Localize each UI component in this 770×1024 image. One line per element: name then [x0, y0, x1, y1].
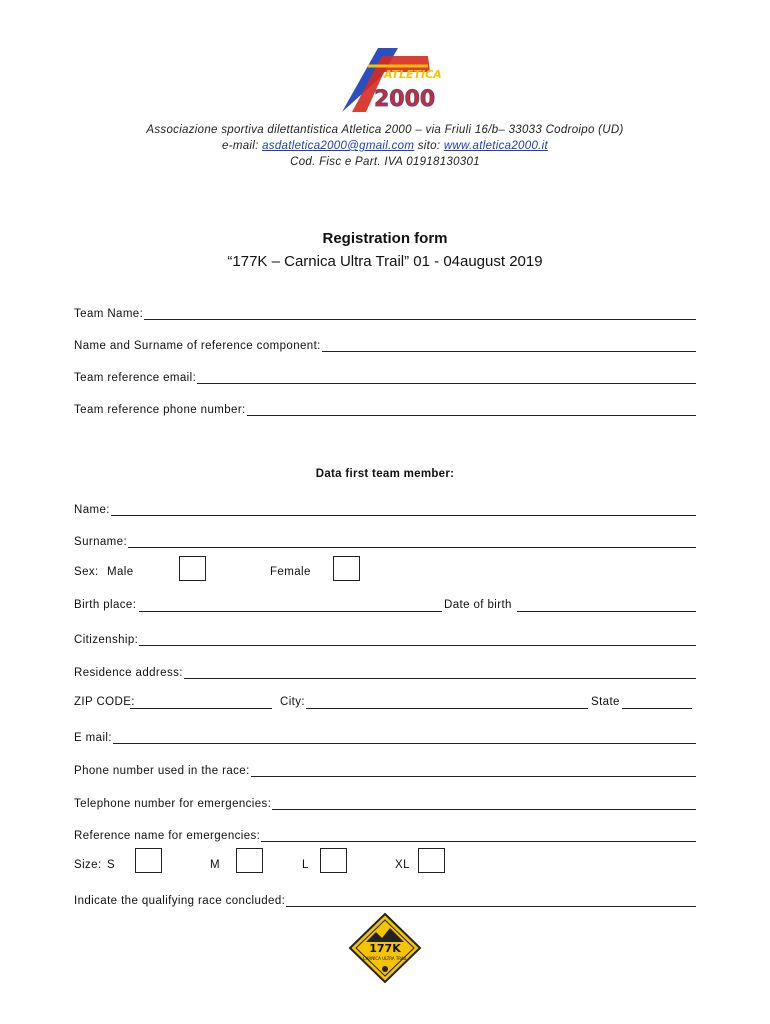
city-line[interactable] — [306, 697, 588, 709]
citizenship-label: Citizenship: — [74, 634, 139, 646]
residence-label: Residence address: — [74, 667, 183, 679]
site-prefix: sito: — [414, 140, 444, 152]
sex-label: Sex: — [74, 566, 99, 578]
member-name-field[interactable] — [74, 500, 696, 516]
header-tax-code: Cod. Fisc e Part. IVA 01918130301 — [290, 156, 480, 168]
reference-email-line[interactable] — [197, 372, 696, 384]
sex-female-checkbox[interactable] — [333, 556, 360, 581]
phone-race-line[interactable] — [251, 765, 696, 777]
phone-emergency-label: Telephone number for emergencies: — [74, 798, 272, 810]
member-name-line[interactable] — [111, 504, 696, 516]
size-m-label: M — [210, 859, 220, 871]
member-email-label: E mail: — [74, 732, 112, 744]
citizenship-field[interactable] — [74, 630, 696, 646]
member-surname-line[interactable] — [128, 536, 696, 548]
size-label: Size: — [74, 859, 102, 871]
size-s-checkbox[interactable] — [135, 848, 162, 873]
reference-email-field[interactable] — [74, 368, 696, 384]
email-prefix: e-mail: — [222, 140, 263, 152]
sex-male-checkbox[interactable] — [179, 556, 206, 581]
phone-emergency-field[interactable] — [74, 794, 696, 810]
member-surname-field[interactable] — [74, 532, 696, 548]
reference-component-field[interactable] — [74, 336, 696, 352]
logo-text-bottom: 2000 — [374, 87, 436, 112]
qualifying-race-label: Indicate the qualifying race concluded: — [74, 895, 286, 907]
header-address: Associazione sportiva dilettantistica Atletica 2000 – via Friuli 16/b– 33033 Codroipo (UD) — [146, 124, 624, 136]
reference-emergency-line[interactable] — [261, 830, 696, 842]
zip-line[interactable] — [130, 697, 272, 709]
size-xl-checkbox[interactable] — [418, 848, 445, 873]
reference-phone-label: Team reference phone number: — [74, 404, 246, 416]
header-contacts — [0, 140, 770, 152]
size-s-label: S — [107, 859, 116, 871]
logo-text-top: ATLETICA — [384, 68, 442, 81]
team-name-field[interactable] — [74, 304, 696, 320]
residence-field[interactable] — [74, 663, 696, 679]
phone-race-field[interactable] — [74, 761, 696, 777]
form-title: Registration form — [322, 230, 448, 247]
177k-badge-logo — [348, 912, 422, 984]
date-of-birth-label: Date of birth — [444, 599, 512, 611]
city-label: City: — [280, 696, 305, 708]
reference-emergency-field[interactable] — [74, 826, 696, 842]
phone-emergency-line[interactable] — [272, 798, 696, 810]
badge-subtitle: CARNICA ULTRA TRAIL — [362, 956, 408, 961]
member-email-field[interactable] — [74, 728, 696, 744]
member-name-label: Name: — [74, 504, 110, 516]
site-link[interactable]: www.atletica2000.it — [443, 140, 548, 152]
reference-emergency-label: Reference name for emergencies: — [74, 830, 261, 842]
team-name-label: Team Name: — [74, 308, 144, 320]
sex-female-label: Female — [270, 566, 311, 578]
date-of-birth-line[interactable] — [517, 600, 696, 612]
sex-male-label: Male — [107, 566, 134, 578]
size-l-label: L — [302, 859, 309, 871]
email-link[interactable]: asdatletica2000@gmail.com — [262, 140, 415, 152]
reference-email-label: Team reference email: — [74, 372, 197, 384]
atletica-2000-logo — [338, 42, 442, 116]
badge-title: 177K — [369, 942, 401, 955]
qualifying-race-line[interactable] — [286, 895, 696, 907]
qualifying-race-field[interactable] — [74, 891, 696, 907]
member-section-title: Data first team member: — [315, 468, 455, 480]
reference-phone-field[interactable] — [74, 400, 696, 416]
reference-component-line[interactable] — [322, 340, 696, 352]
citizenship-line[interactable] — [139, 634, 696, 646]
state-line[interactable] — [622, 697, 692, 709]
reference-component-label: Name and Surname of reference component: — [74, 340, 321, 352]
member-surname-label: Surname: — [74, 536, 128, 548]
size-m-checkbox[interactable] — [236, 848, 263, 873]
state-label: State — [591, 696, 620, 708]
phone-race-label: Phone number used in the race: — [74, 765, 250, 777]
birth-place-label: Birth place: — [74, 599, 137, 611]
form-subtitle: “177K – Carnica Ultra Trail” 01 - 04august 2019 — [227, 253, 543, 270]
member-email-line[interactable] — [113, 732, 696, 744]
residence-line[interactable] — [184, 667, 696, 679]
size-l-checkbox[interactable] — [320, 848, 347, 873]
reference-phone-line[interactable] — [247, 404, 696, 416]
team-name-line[interactable] — [144, 308, 696, 320]
birth-place-line[interactable] — [139, 600, 442, 612]
size-xl-label: XL — [395, 859, 410, 871]
zip-label: ZIP CODE: — [74, 696, 135, 708]
